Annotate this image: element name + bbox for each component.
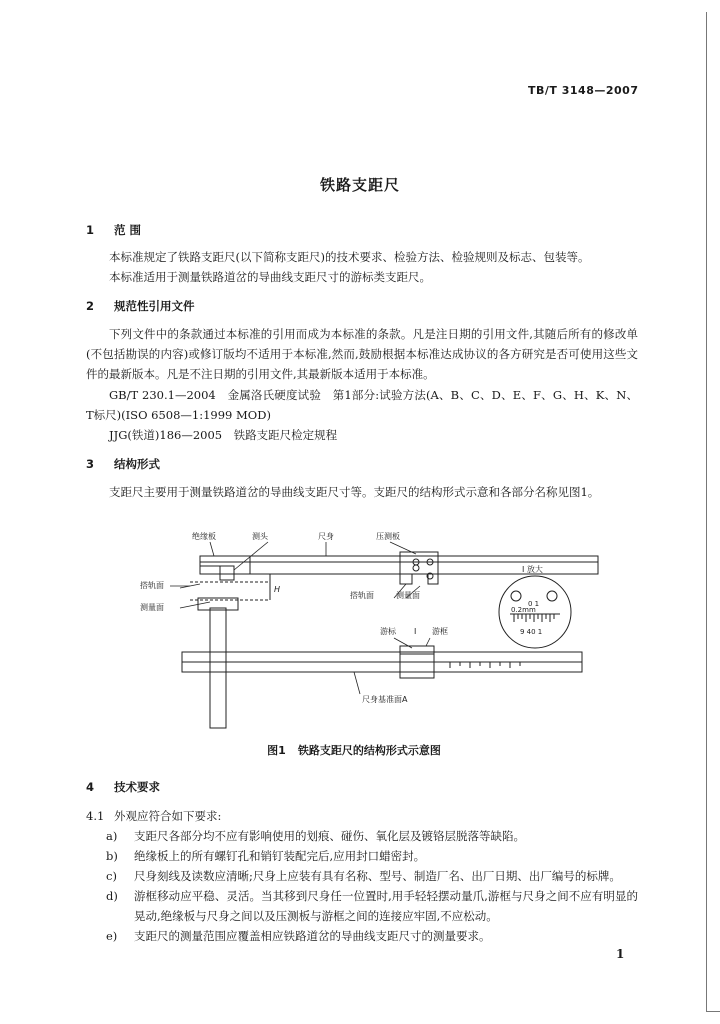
label-vernier: 游标 [380,627,396,636]
label-detail-resolution: 0.2mm [511,606,536,614]
section-number: 4 [86,780,95,794]
section-title: 结构形式 [114,457,160,471]
scan-edge-right [706,12,707,1012]
label-datum-surface: 尺身基准面A [362,695,408,704]
list-item [86,866,638,886]
section-4-heading [86,779,160,795]
detail-screw [511,591,521,601]
label-detail-digits-bottom: 9 40 1 [520,628,543,636]
standard-number: TB/T 3148—2007 [528,84,639,97]
label-detail-marker: I [414,627,417,636]
list-text: 绝缘板上的所有螺钉孔和销钉装配完后,应用封口蜡密封。 [134,849,426,863]
subsection-number: 4.1 [86,809,105,823]
list-item [86,886,638,926]
label-measuring-surface-right: 测量面 [396,591,420,600]
measuring-head-shape [220,566,234,580]
list-text: 支距尺各部分均不应有影响使用的划痕、碰伤、氧化层及镀铬层脱落等缺陷。 [134,829,525,843]
document-title: 铁路支距尺 [319,176,400,194]
subsection-text: 外观应符合如下要求: [114,809,222,823]
scan-edge-bottom [706,1011,720,1012]
label-slide-frame: 游框 [432,627,448,636]
label-insulation-plate: 绝缘板 [192,532,216,541]
label-rail-surface-left: 搭轨面 [140,581,164,590]
figure-caption [0,742,720,758]
list-marker: c) [106,869,117,883]
list-marker: e) [106,929,118,943]
list-text: 尺身刻线及读数应清晰;尺身上应装有具有名称、型号、制造厂名、出厂日期、出厂编号的标牌。 [134,869,621,883]
insulation-plate-shape [200,556,250,574]
section-number: 3 [86,457,95,471]
detail-screw [547,591,557,601]
leader-lines [170,542,430,694]
detail-scale-ticks [510,614,560,622]
list-text: 支距尺的测量范围应覆盖相应铁路道岔的导曲线支距尺寸的测量要求。 [134,929,491,943]
list-marker: a) [106,829,118,843]
list-item [86,826,638,846]
section-1-heading [86,222,141,238]
list-item [86,926,638,946]
label-measuring-head: 测头 [252,532,268,541]
section-2-heading [86,298,195,314]
section-number: 1 [86,223,95,237]
list-item [86,846,638,866]
reference-item: JJG(铁道)186—2005 铁路支距尺检定规程 [109,428,338,442]
paragraph: 本标准规定了铁路支距尺(以下简称支距尺)的技术要求、检验方法、检验规则及标志、包装等。 [109,250,590,264]
label-detail-title: I 放大 [522,565,543,574]
section-title: 规范性引用文件 [114,299,195,313]
reference-item: GB/T 230.1—2004 金属洛氏硬度试验 第1部分:试验方法(A、B、C、D、E、F、G、H、K、N、T标尺)(ISO 6508—1:1999 MOD) [86,388,638,422]
figure-1-diagram [130,526,610,736]
t-stem [210,608,226,728]
paragraph: 支距尺主要用于测量铁路道岔的导曲线支距尺寸等。支距尺的结构形式示意和各部分名称见图1。 [109,485,600,499]
list-text: 游框移动应平稳、灵活。当其移到尺身任一位置时,用手轻轻摆动量爪,游框与尺身之间不应有明显的晃动,绝缘板与尺身之间以及压测板与游框之间的连接应牢固,不应松动。 [134,889,638,923]
figure-number: 图1 [267,744,286,757]
label-measuring-surface-left: 测量面 [140,603,164,612]
label-rail-surface-right: 搭轨面 [350,591,374,600]
section-3-heading [86,456,160,472]
screw [413,565,419,571]
list-marker: b) [106,849,118,863]
label-h-dimension: H [274,585,281,594]
section-title: 技术要求 [114,780,160,794]
page-number: 1 [616,947,625,961]
paragraph: 下列文件中的条款通过本标准的引用而成为本标准的条款。凡是注日期的引用文件,其随后所有的修改单(不包括勘误的内容)或修订版均不适用于本标准,然而,鼓励根据本标准达成协议的各方研究是否可使用这些文件的最新版本。凡是不注日期的引用文件,其最新版本适用于本标准。 [86,327,638,381]
label-ruler-body: 尺身 [318,532,334,541]
paragraph: 本标准适用于测量铁路道岔的导曲线支距尺寸的游标类支距尺。 [109,270,431,284]
list-marker: d) [106,889,118,903]
section-number: 2 [86,299,95,313]
label-pressure-plate: 压测板 [376,532,400,541]
subsection-4-1 [86,806,638,826]
section-title: 范 围 [114,223,142,237]
lower-ruler-ticks [450,662,520,668]
label-detail-digits-top: 0 1 [528,600,540,608]
figure-caption-text: 铁路支距尺的结构形式示意图 [297,744,441,757]
